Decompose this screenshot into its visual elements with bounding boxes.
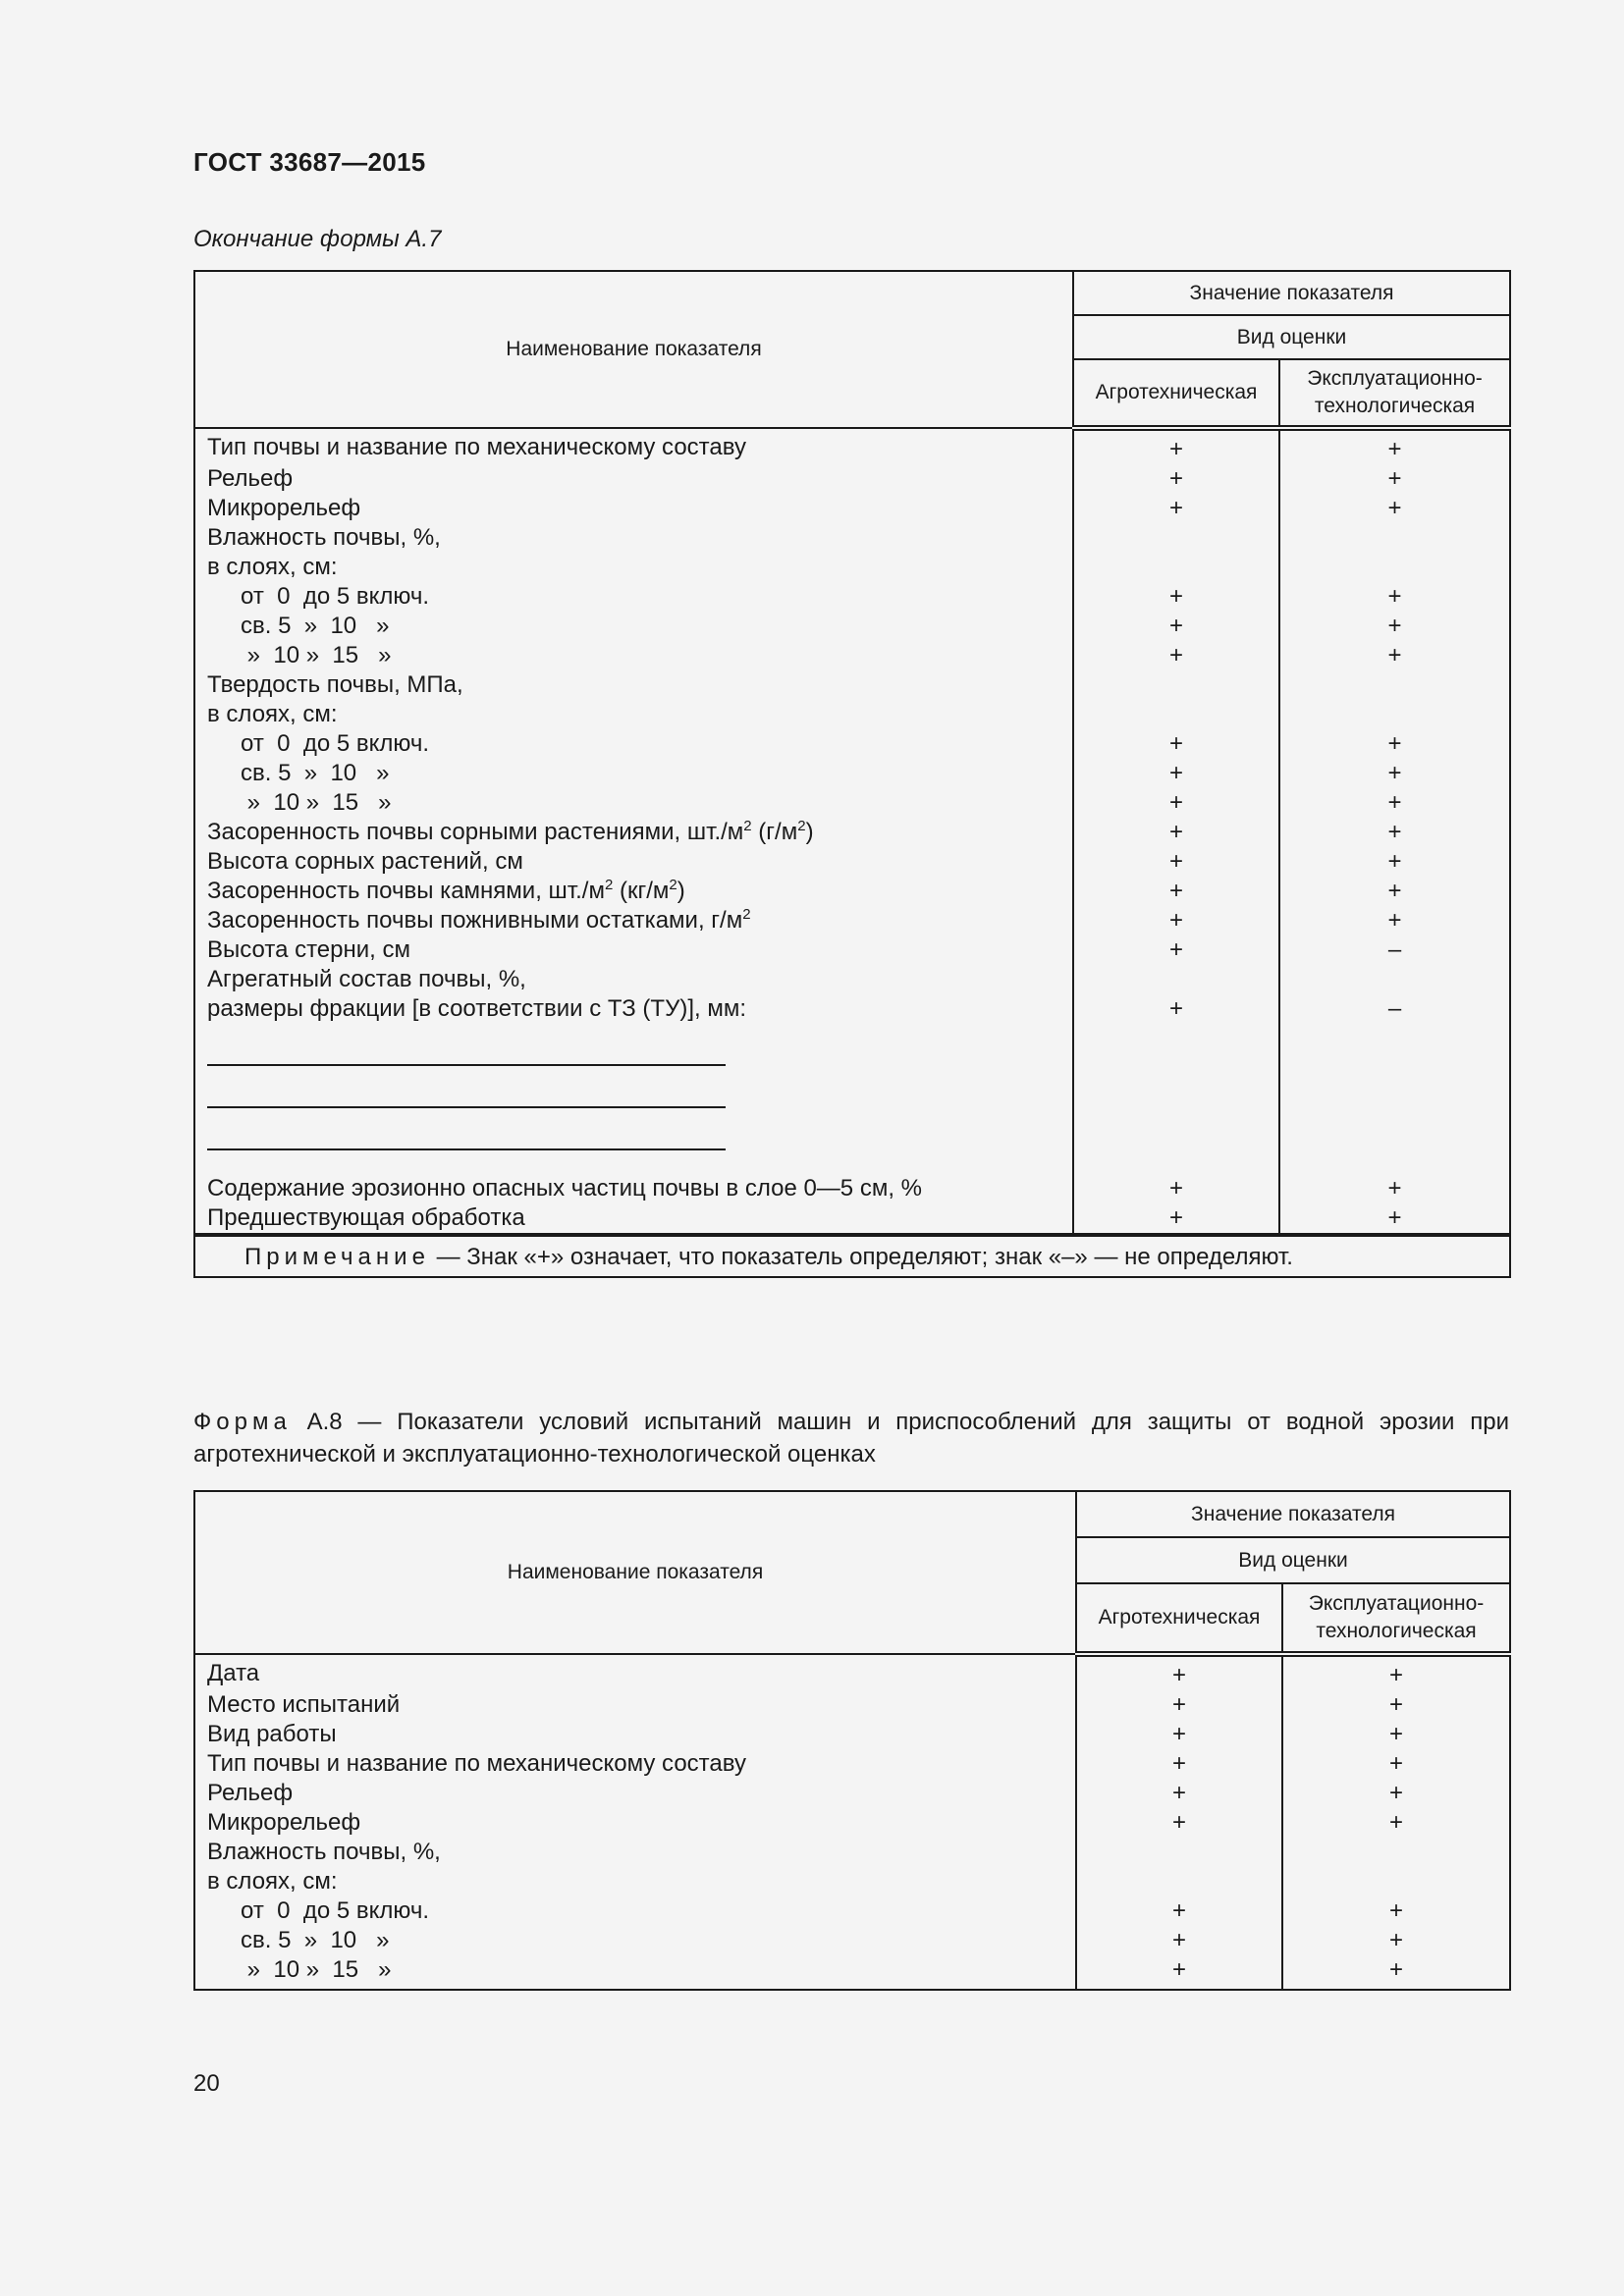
document-header: ГОСТ 33687—2015 xyxy=(193,147,426,177)
blank-fill-line xyxy=(207,1039,726,1066)
header-indicator-name: Наименование показателя xyxy=(194,1491,1076,1654)
form-a8-title: Форма А.8 — Показатели условий испытаний машин и приспособлений для защиты от водной эрозии при агротехнической и эксплуатационно-технологической оценках xyxy=(193,1409,1509,1468)
header-operational: Эксплуатационно- технологическая xyxy=(1279,359,1510,428)
header-agrotechnical: Агротехническая xyxy=(1076,1583,1282,1654)
table-row: Дата + + xyxy=(194,1654,1510,1690)
continuation-caption: Окончание формы А.7 xyxy=(193,226,442,252)
page-number: 20 xyxy=(193,2070,220,2097)
table-row-soil-moisture: Влажность почвы, %, в слоях, см: от 0 до 5 включ. св. 5 » 10 » » 10 » 15 » + + + + + + xyxy=(194,523,1510,670)
table-row: Вид работы + + xyxy=(194,1720,1510,1749)
table-row-soil-hardness: Твердость почвы, МПа, в слоях, см: от 0 до 5 включ. св. 5 » 10 » » 10 » 15 » + + + + + + xyxy=(194,670,1510,818)
header-indicator-name: Наименование показателя xyxy=(194,271,1073,428)
table-row: Тип почвы и название по механическому составу + + xyxy=(194,428,1510,464)
table-row: Засоренность почвы камнями, $шт./м^2$ $(кг/м^2)$ + + xyxy=(194,877,1510,906)
header-assessment-kind: Вид оценки xyxy=(1076,1537,1510,1583)
table-row: Засоренность почвы пожнивными остатками, $г/м^2$ + + xyxy=(194,906,1510,935)
table-row: Высота сорных растений, см + + xyxy=(194,847,1510,877)
table-note: Примечание — Знак «+» означает, что показатель определяют; знак «–» — не определяют. xyxy=(194,1235,1510,1277)
blank-fill-line xyxy=(207,1123,726,1150)
table-form-a7 xyxy=(193,270,1511,1278)
table-row: Микрорельеф + + xyxy=(194,1808,1510,1838)
blank-fill-line xyxy=(207,1081,726,1108)
table-row-aggregate-composition: Агрегатный состав почвы, %, размеры фракции [в соответствии с ТЗ (ТУ)], мм: + – xyxy=(194,965,1510,1174)
table-row: Рельеф + + xyxy=(194,464,1510,494)
table-row: Тип почвы и название по механическому составу + + xyxy=(194,1749,1510,1779)
table-row: Микрорельеф + + xyxy=(194,494,1510,523)
header-indicator-value: Значение показателя xyxy=(1076,1491,1510,1537)
header-assessment-kind: Вид оценки xyxy=(1073,315,1510,359)
table-row: Предшествующая обработка + + xyxy=(194,1203,1510,1235)
table-row: Место испытаний + + xyxy=(194,1690,1510,1720)
table-row-soil-moisture: Влажность почвы, %, в слоях, см: от 0 до 5 включ. св. 5 » 10 » » 10 » 15 » + + + + + + xyxy=(194,1838,1510,1990)
table-form-a8 xyxy=(193,1490,1511,1991)
table-row: Высота стерни, см + – xyxy=(194,935,1510,965)
header-agrotechnical: Агротехническая xyxy=(1073,359,1279,428)
table-note-row xyxy=(194,1235,1510,1277)
header-indicator-value: Значение показателя xyxy=(1073,271,1510,315)
table-row: Рельеф + + xyxy=(194,1779,1510,1808)
header-operational: Эксплуатационно- технологическая xyxy=(1282,1583,1510,1654)
table-row: Засоренность почвы сорными растениями, $шт./м^2$ $(г/м^2)$ + + xyxy=(194,818,1510,847)
table-row: Содержание эрозионно опасных частиц почвы в слое 0—5 см, % + + xyxy=(194,1174,1510,1203)
